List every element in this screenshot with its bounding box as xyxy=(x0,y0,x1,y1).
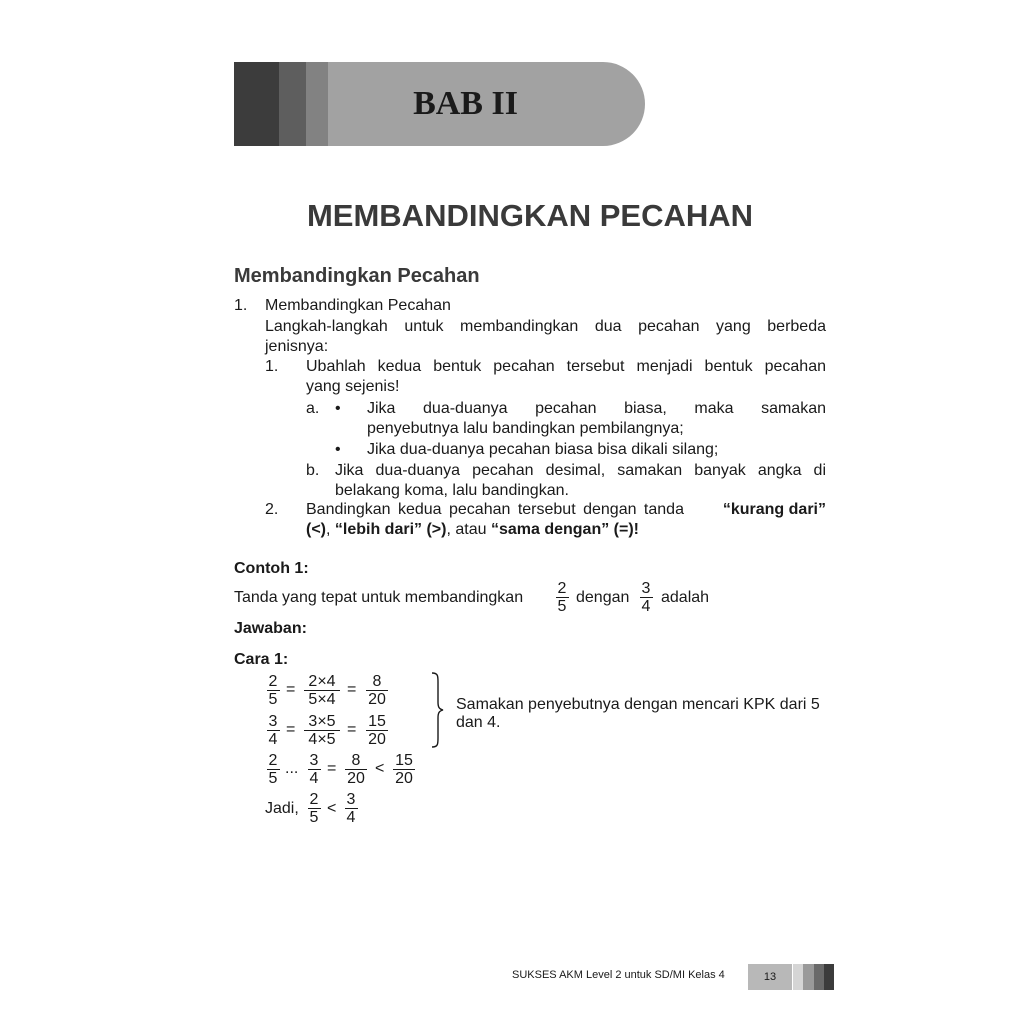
denominator: 5 xyxy=(309,809,319,826)
sub-b-line1: Jika dua-duanya pecahan desimal, samakan banyak angka di xyxy=(335,462,826,479)
footer-stripe-3 xyxy=(814,964,824,990)
row1-fraction-3 xyxy=(363,673,391,708)
question-mid: dengan xyxy=(576,589,630,606)
row2-equals-1: = xyxy=(286,721,296,738)
numerator: 3 xyxy=(268,713,278,730)
denominator: 5×4 xyxy=(308,691,336,708)
numerator: 2×4 xyxy=(308,673,336,690)
banner-stripe-light xyxy=(306,62,328,146)
row2-fraction-2 xyxy=(302,713,342,748)
step2-number: 2. xyxy=(265,501,279,518)
numerator: 3 xyxy=(641,580,651,597)
numerator: 2 xyxy=(309,791,319,808)
method-heading: Cara 1: xyxy=(234,651,289,668)
footer-stripe-4 xyxy=(824,964,834,990)
denominator: 20 xyxy=(368,731,386,748)
bullet-2: • xyxy=(335,441,341,458)
row2-fraction-1 xyxy=(261,713,285,748)
answer-heading: Jawaban: xyxy=(234,620,307,637)
conclusion-fraction-2 xyxy=(339,791,363,826)
sub-a-label: a. xyxy=(306,400,320,417)
question-fraction-2 xyxy=(634,580,658,615)
denominator: 4 xyxy=(346,809,356,826)
numerator: 8 xyxy=(372,673,382,690)
note-line1: Samakan penyebutnya dengan mencari KPK dari 5 xyxy=(456,696,820,713)
sub-a-bullet1-line2: penyebutnya lalu bandingkan pembilangnya; xyxy=(367,420,684,437)
denominator: 4 xyxy=(268,731,278,748)
intro-line1: Langkah-langkah untuk membandingkan dua pecahan yang berbeda xyxy=(265,318,826,335)
sub-b-line2: belakang koma, lalu bandingkan. xyxy=(335,482,569,499)
numerator: 2 xyxy=(268,673,278,690)
numerator: 2 xyxy=(268,752,278,769)
sub-a-bullet2: Jika dua-duanya pecahan biasa bisa dikali silang; xyxy=(367,441,719,458)
row2-equals-2: = xyxy=(347,721,357,738)
banner-stripe-mid xyxy=(279,62,306,146)
row1-fraction-2 xyxy=(302,673,342,708)
step1-line2: yang sejenis! xyxy=(306,378,400,395)
or-text: , atau xyxy=(446,521,491,538)
numerator: 3 xyxy=(309,752,319,769)
question-text: Tanda yang tepat untuk membandingkan xyxy=(234,589,524,606)
denominator: 4 xyxy=(309,770,319,787)
row3-equals: = xyxy=(327,760,337,777)
denominator: 5 xyxy=(268,770,278,787)
question-end: adalah xyxy=(661,589,710,606)
chapter-title: MEMBANDINGKAN PECAHAN xyxy=(306,198,754,233)
footer-book-title: SUKSES AKM Level 2 untuk SD/MI Kelas 4 xyxy=(512,969,725,981)
symbol-less: (<) xyxy=(306,521,326,538)
row3-less-than: < xyxy=(375,760,385,777)
row3-fraction-3 xyxy=(342,752,370,787)
denominator: 5 xyxy=(268,691,278,708)
conclusion-fraction-1 xyxy=(302,791,326,826)
note-line2: dan 4. xyxy=(456,714,501,731)
row1-equals-2: = xyxy=(347,681,357,698)
page-number: 13 xyxy=(748,964,792,990)
question-fraction-1 xyxy=(550,580,574,615)
step2-line1-text: Bandingkan kedua pecahan tersebut dengan tanda xyxy=(306,501,684,518)
footer-stripe-2 xyxy=(803,964,814,990)
numerator: 3×5 xyxy=(308,713,336,730)
intro-line2: jenisnya: xyxy=(265,338,329,355)
example-heading: Contoh 1: xyxy=(234,560,309,577)
denominator: 5 xyxy=(557,598,567,615)
row3-dots: ... xyxy=(285,760,299,777)
numerator: 2 xyxy=(557,580,567,597)
row2-fraction-3 xyxy=(363,713,391,748)
step2-equal: “sama dengan” (=)! xyxy=(490,521,639,538)
step2-less-than: “kurang dari” xyxy=(722,501,826,518)
conclusion-less-than: < xyxy=(327,800,337,817)
numerator: 15 xyxy=(395,752,413,769)
step2-greater-than: “lebih dari” (>) xyxy=(334,521,447,538)
row1-fraction-1 xyxy=(261,673,285,708)
section-title: Membandingkan Pecahan xyxy=(234,265,480,287)
step2-line1 xyxy=(306,500,826,520)
row1-equals-1: = xyxy=(286,681,296,698)
step1-line1: Ubahlah kedua bentuk pecahan tersebut menjadi bentuk pecahan xyxy=(306,358,826,375)
item1-title: Membandingkan Pecahan xyxy=(265,297,451,314)
row3-fraction-1 xyxy=(261,752,285,787)
banner-stripe-dark xyxy=(234,62,279,146)
numerator: 8 xyxy=(351,752,361,769)
numerator: 3 xyxy=(346,791,356,808)
right-brace-icon xyxy=(429,672,445,748)
step2-line2 xyxy=(306,520,639,540)
footer-stripe-1 xyxy=(793,964,803,990)
chapter-number: BAB II xyxy=(413,85,518,122)
conclusion-label: Jadi, xyxy=(265,800,299,817)
sub-b-label: b. xyxy=(306,462,320,479)
row3-fraction-2 xyxy=(302,752,326,787)
denominator: 4 xyxy=(641,598,651,615)
item1-number: 1. xyxy=(234,297,248,314)
row3-fraction-4 xyxy=(390,752,418,787)
numerator: 15 xyxy=(368,713,386,730)
denominator: 20 xyxy=(347,770,365,787)
sub-a-bullet1-line1: Jika dua-duanya pecahan biasa, maka samakan xyxy=(367,400,826,417)
denominator: 4×5 xyxy=(308,731,336,748)
bullet-1: • xyxy=(335,400,341,417)
denominator: 20 xyxy=(395,770,413,787)
denominator: 20 xyxy=(368,691,386,708)
chapter-banner xyxy=(234,62,645,146)
step1-number: 1. xyxy=(265,358,279,375)
comma: , xyxy=(326,521,335,538)
